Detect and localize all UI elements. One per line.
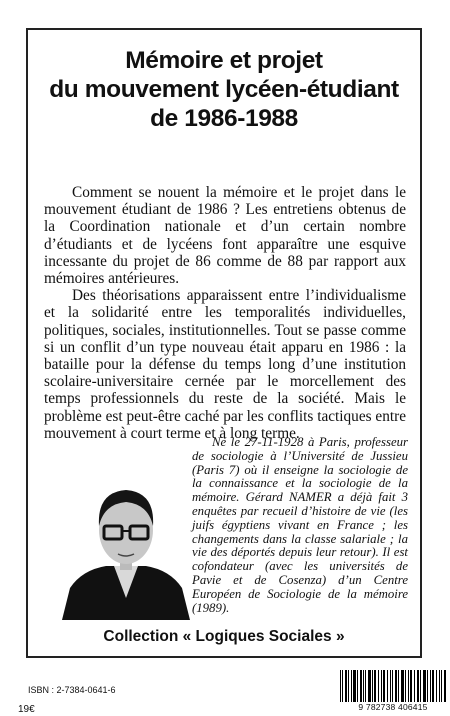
title-line-3: de 1986-1988 bbox=[150, 105, 298, 132]
price: 19€ bbox=[18, 704, 35, 715]
summary-paragraph-2: Des théorisations apparaissent entre l’individualisme et la solidarité entre les temporalités individuelles, politiques, sociales, institutionnelles. Tout se passe comme si un conflit d’un type nouveau était apparu en 1986 : la bataille pour la défense du temps long d’une institution scolaire-universitaire cernée par le morcellement des temps professionnels du reste de la société. Mais le problème est peut-être caché par les conflits tactiques entre mouvement à court terme et à long terme. bbox=[44, 287, 406, 442]
summary-text bbox=[44, 184, 406, 442]
title-line-1: Mémoire et projet bbox=[125, 47, 323, 74]
isbn: ISBN : 2-7384-0641-6 bbox=[28, 685, 116, 695]
summary-paragraph-1: Comment se nouent la mémoire et le projet dans le mouvement étudiant de 1986 ? Les entretiens obtenus de la Coordination nationale et d’un certain nombre d’étudiants et de lycéens font apparaître une esquive incessante du projet de 86 comme de 88 par rapport aux mémoires antérieures. bbox=[44, 184, 406, 288]
cover-frame bbox=[26, 28, 422, 658]
author-bio-text: Né le 27-11-1928 à Paris, professeur de sociologie à l’Université de Jussieu (Paris 7) où il enseigne la sociologie de la connaissance et la sociologie de la mémoire. Gérard NAMER a déjà fait 3 enquêtes par recueil d’histoire de vie (les juifs égyptiens vivant en France ; les changements dans la classe salariale ; la vie des déportés depuis leur retour). Il est cofondateur (avec les universités de Pavie et de Cosenza) d’un Centre Européen de Sociologie de la mémoire (1989). bbox=[192, 435, 408, 615]
barcode-number: 9 782738 406415 bbox=[338, 702, 448, 712]
title-line-2: du mouvement lycéen-étudiant bbox=[49, 76, 399, 103]
author-bio bbox=[192, 436, 408, 615]
book-title bbox=[28, 46, 420, 133]
collection-name: Collection « Logiques Sociales » bbox=[103, 628, 345, 645]
author-photo bbox=[62, 470, 190, 620]
